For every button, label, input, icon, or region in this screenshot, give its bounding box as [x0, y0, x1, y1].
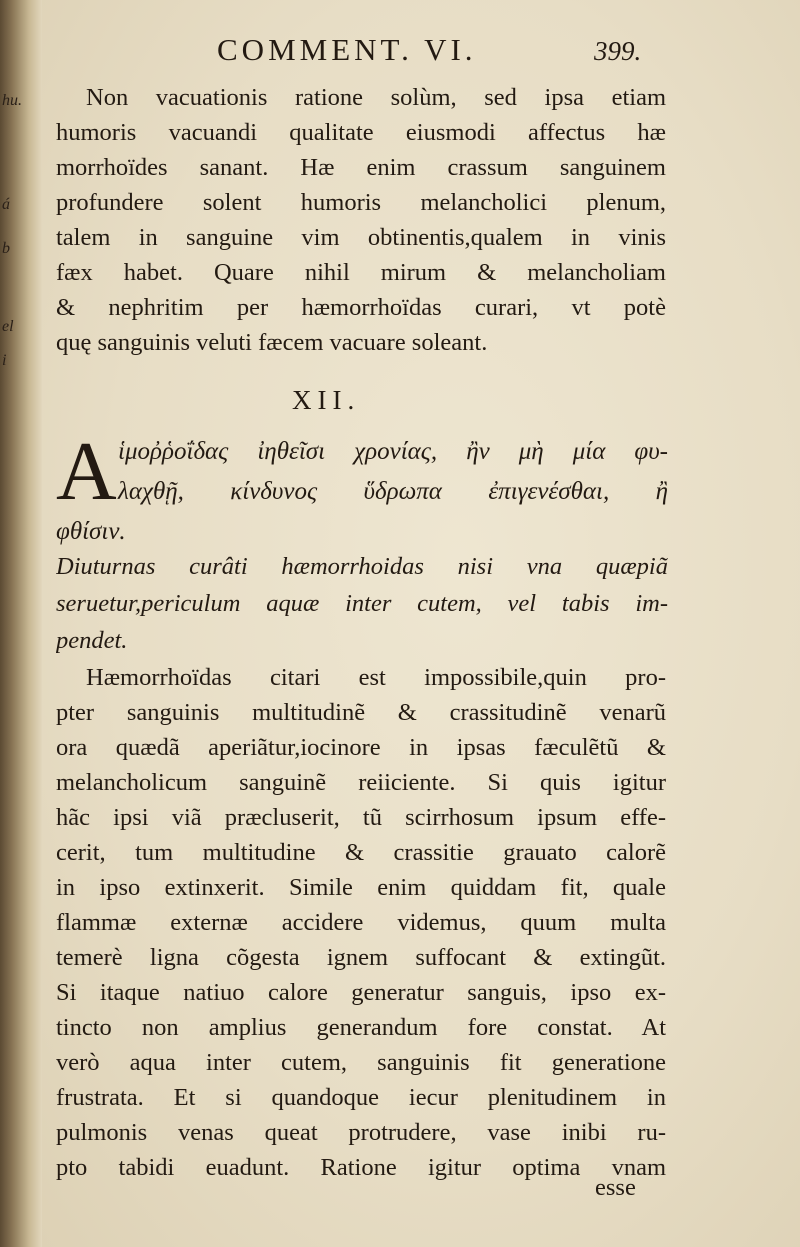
gutter-note: el [2, 318, 14, 335]
book-page [42, 0, 800, 1247]
text-line: Non vacuationis ratione solùm, sed ipsa etiam [86, 84, 666, 111]
latin-line: Diuturnas curâti hæmorrhoidas nisi vna quæpiã [56, 553, 668, 580]
latin-line: seruetur,periculum aquæ inter cutem, vel tabis im- [56, 590, 668, 617]
running-head: COMMENT. VI. [217, 32, 477, 67]
text-line: pulmonis venas queat protrudere, vase inibi ru- [56, 1119, 666, 1146]
text-line: frustrata. Et si quandoque iecur plenitudinem in [56, 1084, 666, 1111]
page-header [42, 32, 800, 72]
text-line: humoris vacuandi qualitate eiusmodi affectus hæ [56, 119, 666, 146]
text-line: cerit, tum multitudine & crassitie grauato calorẽ [56, 839, 666, 866]
text-line: in ipso extinxerit. Simile enim quiddam fit, quale [56, 874, 666, 901]
text-line: talem in sanguine vim obtinentis,qualem in vinis [56, 224, 666, 251]
text-line: flammæ externæ accidere videmus, quum multa [56, 909, 666, 936]
drop-capital: A [56, 425, 117, 518]
text-line: pto tabidi euadunt. Ratione igitur optima vnam [56, 1154, 666, 1181]
aphorism-greek [56, 425, 668, 552]
text-line: morrhoïdes sanant. Hæ enim crassum sanguinem [56, 154, 666, 181]
text-line: temerè ligna cõgesta ignem suffocant & extingũt. [56, 944, 666, 971]
latin-line: pendet. [56, 627, 128, 654]
text-line: tincto non amplius generandum fore constat. At [56, 1014, 666, 1041]
catchword: esse [595, 1174, 636, 1201]
greek-line: ἱμοῤῥοΐδας ἰηθεῖσι χρονίας, ἢν μὴ μία φυ- [118, 438, 668, 465]
aphorism-latin [56, 548, 668, 659]
section-number: XII. [292, 385, 361, 415]
text-line: Hæmorrhoïdas citari est impossibile,quin pro- [86, 664, 666, 691]
page-number: 399. [594, 36, 642, 66]
text-line: Si itaque natiuo calore generatur sanguis, ipso ex- [56, 979, 666, 1006]
gutter-note: hu. [2, 92, 22, 109]
text-line: ora quædã aperiãtur,iocinore in ipsas fæculẽtũ & [56, 734, 666, 761]
commentary-paragraph-2 [56, 660, 666, 1185]
text-line: pter sanguinis multitudinẽ & crassitudinẽ venarũ [56, 699, 666, 726]
book-gutter [0, 0, 42, 1247]
greek-line: φθίσιν. [56, 518, 126, 545]
text-line: hãc ipsi viã præcluserit, tũ scirrhosum ipsum effe- [56, 804, 666, 831]
text-line: verò aqua inter cutem, sanguinis fit generatione [56, 1049, 666, 1076]
greek-line: λαχθῇ, κίνδυνος ὕδρωπα ἐπιγενέσθαι, ἢ [118, 478, 668, 505]
commentary-paragraph-1 [56, 80, 666, 360]
text-line: & nephritim per hæmorrhoïdas curari, vt potè [56, 294, 666, 321]
text-line: melancholicum sanguinẽ reiiciente. Si quis igitur [56, 769, 666, 796]
text-line: quę sanguinis veluti fæcem vacuare soleant. [56, 329, 488, 356]
text-line: fæx habet. Quare nihil mirum & melancholiam [56, 259, 666, 286]
gutter-note: á [2, 196, 10, 213]
gutter-note: b [2, 240, 10, 257]
text-line: profundere solent humoris melancholici plenum, [56, 189, 666, 216]
gutter-note: i [2, 352, 7, 369]
